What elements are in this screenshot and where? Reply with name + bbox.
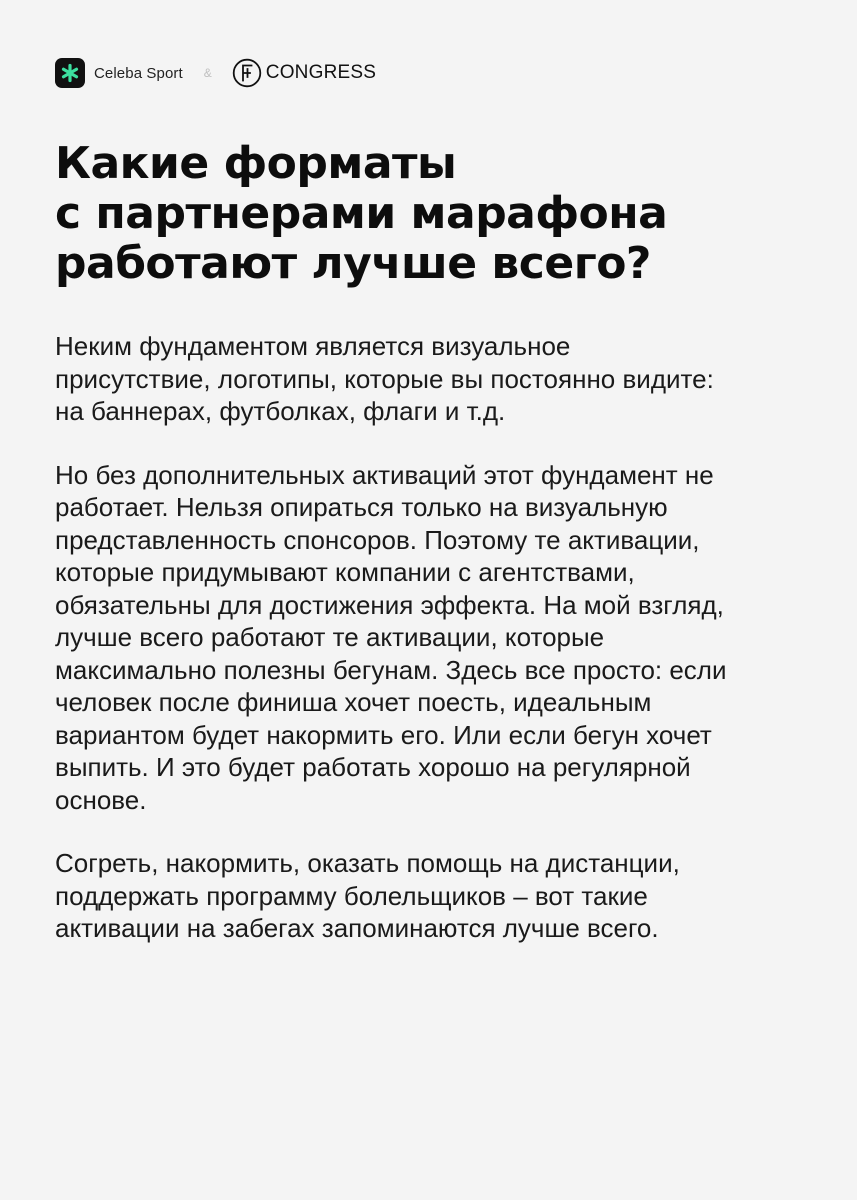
celeba-sport-brand: [55, 58, 183, 88]
page-title: [55, 139, 815, 289]
title-line: Какие форматы: [55, 138, 457, 189]
text-line: представленность спонсоров. Поэтому те активации,: [55, 524, 700, 555]
text-line: присутствие, логотипы, которые вы постоянно видите:: [55, 363, 714, 394]
text-line: Неким фундаментом является визуальное: [55, 331, 571, 361]
text-line: основе.: [55, 784, 147, 815]
header: [55, 57, 376, 89]
asterisk-icon: [55, 58, 85, 88]
text-line: выпить. И это будет работать хорошо на регулярной: [55, 752, 691, 782]
paragraph-2: [55, 459, 825, 817]
text-line: Но без дополнительных активаций этот фундамент не: [55, 459, 714, 490]
paragraph-3: [55, 847, 825, 945]
congress-brand: [232, 58, 376, 88]
text-line: обязательны для достижения эффекта. На мой взгляд,: [55, 589, 724, 620]
text-line: работает. Нельзя опираться только на визуальную: [55, 492, 668, 522]
article-body: [55, 330, 825, 976]
text-line: которые придумывают компании с агентствами,: [55, 557, 635, 587]
text-line: лучше всего работают те активации, которые: [55, 622, 605, 652]
ampersand: &: [203, 66, 212, 80]
text-line: человек после финиша хочет поесть, идеальным: [55, 687, 652, 717]
text-line: поддержать программу болельщиков – вот такие: [55, 880, 648, 911]
paragraph-1: [55, 330, 825, 428]
f-monogram-icon: [232, 58, 262, 88]
celeba-sport-name: Celeba Sport: [94, 64, 183, 82]
text-line: Согреть, накормить, оказать помощь на дистанции,: [55, 848, 680, 878]
text-line: на баннерах, футболках, флаги и т.д.: [55, 396, 506, 426]
text-line: вариантом будет накормить его. Или если бегун хочет: [55, 719, 712, 750]
title-line: с партнерами марафона: [55, 188, 668, 239]
text-line: максимально полезны бегунам. Здесь все просто: если: [55, 654, 727, 685]
congress-name: CONGRESS: [265, 62, 377, 83]
title-line: работают лучше всего?: [55, 238, 651, 289]
text-line: активации на забегах запоминаются лучше всего.: [55, 913, 659, 943]
